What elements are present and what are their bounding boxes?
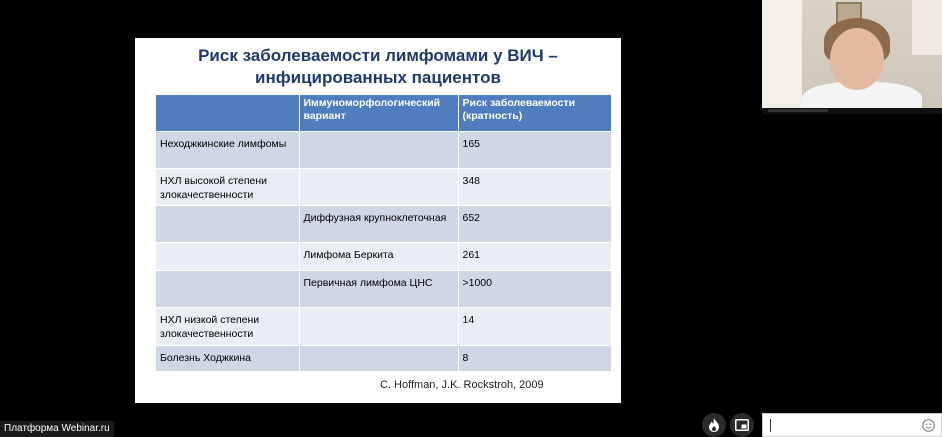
table-row xyxy=(156,270,611,307)
table-cell xyxy=(299,345,458,371)
slide-title-line-2: инфицированных пациентов xyxy=(255,68,501,87)
table-cell: 652 xyxy=(458,205,611,242)
table-cell: НХЛ низкой степени злокачественности xyxy=(156,307,299,345)
table-cell xyxy=(299,168,458,205)
table-cell: Диффузная крупноклеточная xyxy=(299,205,458,242)
presenter-webcam[interactable] xyxy=(762,0,942,108)
table-cell: 261 xyxy=(458,242,611,270)
presenter-face xyxy=(830,28,884,90)
table-cell xyxy=(156,205,299,242)
slide-citation: C. Hoffman, J.K. Rockstroh, 2009 xyxy=(380,379,544,391)
table-row xyxy=(156,307,611,345)
slide-title xyxy=(135,45,621,89)
webcam-background-door xyxy=(912,0,942,55)
webcam-caption-name xyxy=(768,109,828,112)
webcam-background-window xyxy=(762,0,802,108)
fire-icon xyxy=(708,418,720,432)
reaction-button[interactable] xyxy=(702,413,726,437)
emoji-icon[interactable] xyxy=(922,419,935,432)
table-cell: Неходжкинские лимфомы xyxy=(156,131,299,168)
table-cell: 165 xyxy=(458,131,611,168)
table-cell: 8 xyxy=(458,345,611,371)
table-row xyxy=(156,131,611,168)
table-cell xyxy=(299,131,458,168)
table-header-cell: Риск заболеваемости (кратность) xyxy=(458,95,611,131)
table-header-cell xyxy=(156,95,299,131)
picture-in-picture-icon xyxy=(735,419,749,431)
risk-table xyxy=(156,95,611,371)
table-row xyxy=(156,205,611,242)
table-cell: Первичная лимфома ЦНС xyxy=(299,270,458,307)
table-cell: 348 xyxy=(458,168,611,205)
table-header-row xyxy=(156,95,611,131)
text-caret xyxy=(770,419,771,432)
chat-input[interactable] xyxy=(762,413,942,437)
table-cell: Лимфома Беркита xyxy=(299,242,458,270)
table-cell: 14 xyxy=(458,307,611,345)
table-row xyxy=(156,168,611,205)
table-cell: НХЛ высокой степени злокачественности xyxy=(156,168,299,205)
table-header-cell: Иммуноморфологический вариант xyxy=(299,95,458,131)
table-cell: Болезнь Ходжкина xyxy=(156,345,299,371)
table-row xyxy=(156,242,611,270)
picture-in-picture-button[interactable] xyxy=(730,413,754,437)
table-cell xyxy=(156,242,299,270)
table-cell: >1000 xyxy=(458,270,611,307)
table-cell xyxy=(156,270,299,307)
table-cell xyxy=(299,307,458,345)
platform-brand-label: Платформа Webinar.ru xyxy=(0,421,114,437)
table-row xyxy=(156,345,611,371)
slide-title-line-1: Риск заболеваемости лимфомами у ВИЧ – xyxy=(198,46,558,65)
presentation-slide xyxy=(135,38,621,403)
